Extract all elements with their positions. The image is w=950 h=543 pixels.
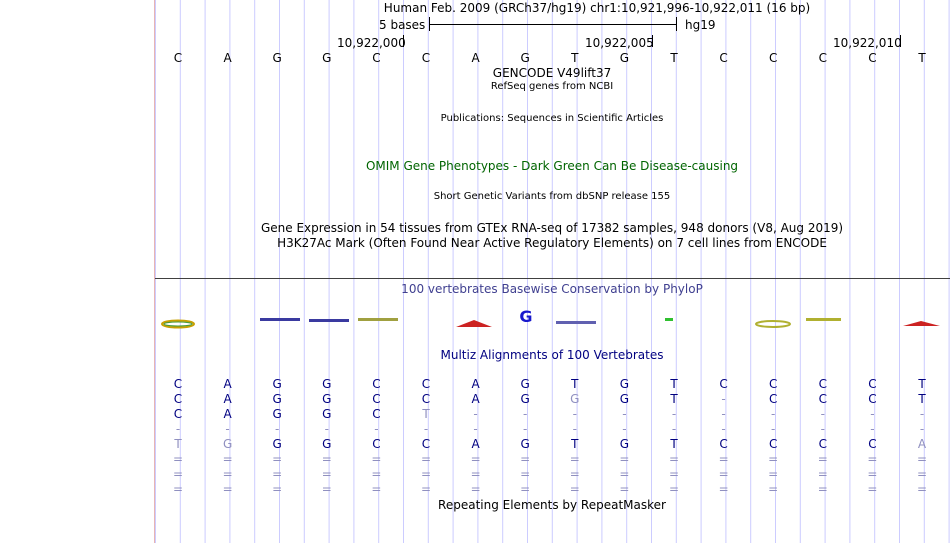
alignment-base: = [371,482,382,496]
alignment-base: = [222,482,233,496]
repeatmasker-track-title[interactable]: Repeating Elements by RepeatMasker [438,498,666,512]
alignment-base: A [223,377,232,391]
alignment-base: = [916,482,928,496]
alignment-base: = [371,467,382,481]
alignment-base: = [420,452,432,466]
alignment-base: - [721,422,726,436]
alignment-base: - [870,422,875,436]
reference-base: G [272,51,282,65]
alignment-base: = [321,482,332,496]
alignment-base: C [768,392,778,406]
alignment-base: - [919,407,925,421]
alignment-base: = [916,452,928,466]
reference-base: C [719,51,728,65]
reference-base: T [670,51,678,65]
alignment-base: T [422,407,430,421]
alignment-base: - [820,422,825,436]
alignment-base: C [818,437,827,451]
alignment-base: C [768,377,778,391]
alignment-base: = [172,467,184,481]
reference-base: C [868,51,877,65]
alignment-base: - [572,407,577,421]
alignment-base: G [619,392,630,406]
alignment-base: G [272,377,282,391]
alignment-base: C [421,392,431,406]
alignment-base: G [322,377,332,391]
reference-base: G [619,51,630,65]
alignment-base: = [569,467,580,481]
coordinate-3: 10,922,010 [833,36,902,50]
alignment-base: - [225,422,230,436]
alignment-base: A [471,377,480,391]
alignment-base: G [520,377,530,391]
alignment-base: T [670,437,678,451]
alignment-base: = [867,452,878,466]
alignment-base: - [175,422,181,436]
alignment-base: G [272,392,282,406]
alignment-base: = [718,467,729,481]
gencode-track-title[interactable]: GENCODE V49lift37 [492,66,612,80]
alignment-base: C [868,377,877,391]
multiz-track-title[interactable]: Multiz Alignments of 100 Vertebrates [440,348,664,362]
alignment-base: A [223,392,232,406]
alignment-base: = [172,482,184,496]
alignment-base: T [174,437,182,451]
alignment-base: = [817,467,828,481]
alignment-base: T [571,437,579,451]
scale-assembly-label: hg19 [685,18,716,32]
alignment-base: C [372,392,381,406]
alignment-base: = [916,467,928,481]
dbsnp-track-title[interactable]: Short Genetic Variants from dbSNP release 155 [433,191,671,202]
alignment-base: = [817,482,828,496]
alignment-base: A [471,437,480,451]
alignment-base: = [420,482,432,496]
alignment-base: = [619,452,630,466]
alignment-base: - [771,407,776,421]
alignment-base: = [668,452,680,466]
alignment-base: T [571,377,579,391]
browser-data-area[interactable] [155,0,950,543]
reference-base: G [322,51,332,65]
alignment-base: G [322,437,332,451]
alignment-base: - [523,407,528,421]
alignment-base: C [421,377,431,391]
alignment-base: - [771,422,776,436]
alignment-base: C [768,437,778,451]
logo-glyph-g-large: G [519,307,533,326]
alignment-base: = [420,467,432,481]
alignment-base: - [721,407,726,421]
alignment-base: = [470,452,481,466]
alignment-base: = [867,467,878,481]
reference-base: C [372,51,381,65]
alignment-base: = [718,482,729,496]
alignment-base: - [919,422,925,436]
alignment-base: = [321,452,332,466]
reference-base: G [520,51,530,65]
alignment-base: - [324,422,329,436]
omim-track-title[interactable]: OMIM Gene Phenotypes - Dark Green Can Be Disease-causing [365,159,739,173]
alignment-base: C [421,437,431,451]
alignment-base: - [523,422,528,436]
publications-track-title[interactable]: Publications: Sequences in Scientific Articles [440,113,664,124]
h3k27ac-track-title[interactable]: H3K27Ac Mark (Often Found Near Active Regulatory Elements) on 7 cell lines from ENCODE [277,236,827,250]
reference-base: A [471,51,480,65]
gtex-track-title[interactable]: Gene Expression in 54 tissues from GTEx RNA-seq of 17382 samples, 948 donors (V8, Aug 2019) [260,221,844,235]
alignment-base: C [173,407,183,421]
alignment-base: C [372,437,381,451]
alignment-base: C [719,377,728,391]
alignment-base: - [820,407,825,421]
alignment-base: G [322,407,332,421]
alignment-base: - [671,407,677,421]
alignment-base: = [222,452,233,466]
alignment-base: - [622,422,627,436]
alignment-base: - [870,407,875,421]
position-summary: Human Feb. 2009 (GRCh37/hg19) chr1:10,921,996-10,922,011 (16 bp) [383,1,811,15]
alignment-base: = [470,467,481,481]
alignment-base: G [222,437,233,451]
alignment-base: - [572,422,577,436]
alignment-base: A [223,407,232,421]
alignment-base: = [619,467,630,481]
alignment-base: = [768,467,779,481]
alignment-base: C [372,407,381,421]
reference-base: T [571,51,579,65]
alignment-base: = [222,467,233,481]
alignment-base: - [721,392,726,406]
track-label-column [0,0,155,543]
alignment-base: - [374,422,379,436]
alignment-base: = [569,482,580,496]
alignment-base: G [619,377,630,391]
alignment-base: C [372,377,381,391]
alignment-base: G [520,392,530,406]
alignment-base: = [619,482,630,496]
alignment-base: A [471,392,480,406]
reference-base: C [421,51,431,65]
alignment-base: - [671,422,677,436]
alignment-base: T [670,392,678,406]
alignment-base: - [423,422,429,436]
alignment-base: = [172,452,184,466]
scale-bases-label: 5 bases [379,18,426,32]
alignment-base: C [173,392,183,406]
alignment-base: = [321,467,332,481]
alignment-base: - [275,422,280,436]
coordinate-1: 10,922,000 [337,36,406,50]
alignment-base: = [768,482,779,496]
reference-base: A [223,51,232,65]
phylop-track-title[interactable]: 100 vertebrates Basewise Conservation by PhyloP [401,282,703,296]
alignment-base: T [918,377,926,391]
alignment-base: G [520,437,530,451]
alignment-base: - [473,407,478,421]
alignment-base: - [473,422,478,436]
alignment-base: = [520,482,531,496]
alignment-base: C [818,392,827,406]
alignment-base: C [818,377,827,391]
alignment-base: C [173,377,183,391]
alignment-base: = [569,452,580,466]
coordinate-2: 10,922,005 [585,36,654,50]
alignment-base: G [272,407,282,421]
alignment-base: = [272,482,283,496]
alignment-base: G [570,392,580,406]
alignment-base: = [520,452,531,466]
alignment-base: G [322,392,332,406]
alignment-base: = [768,452,779,466]
refseq-track-title[interactable]: RefSeq genes from NCBI [490,81,614,92]
alignment-base: C [719,437,728,451]
alignment-base: A [917,437,927,451]
reference-base: C [173,51,183,65]
alignment-base: = [470,482,481,496]
alignment-base: = [867,482,878,496]
reference-base: T [918,51,926,65]
alignment-base: G [272,437,282,451]
alignment-base: C [868,392,877,406]
reference-base: C [768,51,778,65]
reference-base: C [818,51,827,65]
alignment-base: = [371,452,382,466]
alignment-base: C [868,437,877,451]
alignment-base: = [272,452,283,466]
alignment-base: = [272,467,283,481]
alignment-base: T [670,377,678,391]
alignment-base: = [668,467,680,481]
alignment-base: = [668,482,680,496]
alignment-base: = [718,452,729,466]
alignment-base: = [520,467,531,481]
alignment-base: G [619,437,630,451]
alignment-base: T [918,392,926,406]
alignment-base: - [622,407,627,421]
alignment-base: = [817,452,828,466]
